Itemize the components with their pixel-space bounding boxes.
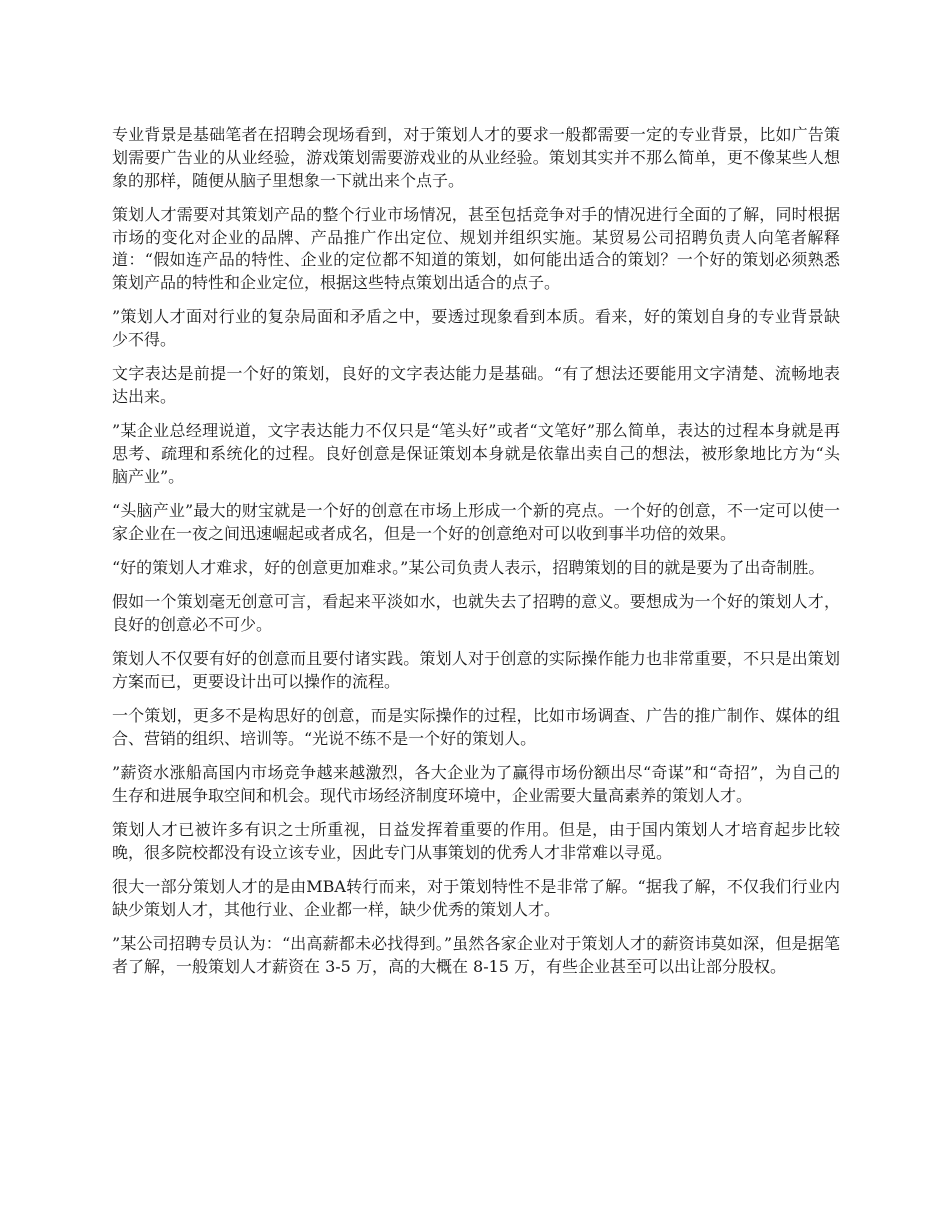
paragraph-10: 一个策划，更多不是构思好的创意，而是实际操作的过程，比如市场调查、广告的推广制作、媒体的组合、营销的组织、培训等。“光说不练不是一个好的策划人。 bbox=[112, 706, 840, 749]
paragraph-4: 文字表达是前提一个好的策划，良好的文字表达能力是基础。“有了想法还要能用文字清楚、流畅地表达出来。 bbox=[112, 364, 840, 407]
paragraph-11: ”薪资水涨船高国内市场竞争越来越激烈，各大企业为了赢得市场份额出尽“奇谋”和“奇招”，为自己的生存和进展争取空间和机会。现代市场经济制度环境中，企业需要大量高素养的策划人才。 bbox=[112, 763, 840, 806]
paragraph-1: 专业背景是基础笔者在招聘会现场看到，对于策划人才的要求一般都需要一定的专业背景，比如广告策划需要广告业的从业经验，游戏策划需要游戏业的从业经验。策划其实并不那么简单，更不像某些人想象的那样，随便从脑子里想象一下就出来个点子。 bbox=[112, 125, 840, 190]
paragraph-12: 策划人才已被许多有识之士所重视，日益发挥着重要的作用。但是，由于国内策划人才培育起步比较晚，很多院校都没有设立该专业，因此专门从事策划的优秀人才非常难以寻觅。 bbox=[112, 820, 840, 863]
paragraph-13: 很大一部分策划人才的是由MBA转行而来，对于策划特性不是非常了解。“据我了解，不仅我们行业内缺少策划人才，其他行业、企业都一样，缺少优秀的策划人才。 bbox=[112, 877, 840, 919]
document-body bbox=[112, 124, 840, 990]
paragraph-9: 策划人不仅要有好的创意而且要付诸实践。策划人对于创意的实际操作能力也非常重要，不只是出策划方案而已，更要设计出可以操作的流程。 bbox=[112, 649, 840, 692]
paragraph-8: 假如一个策划毫无创意可言，看起来平淡如水，也就失去了招聘的意义。要想成为一个好的策划人才，良好的创意必不可少。 bbox=[112, 592, 840, 635]
paragraph-14: ”某公司招聘专员认为：“出高薪都未必找得到。”虽然各家企业对于策划人才的薪资讳莫如深，但是据笔者了解，一般策划人才薪资在 3-5 万，高的大概在 8-15 万，有些企业甚至可以出让部分股权。 bbox=[112, 934, 840, 976]
paragraph-6: “头脑产业”最大的财宝就是一个好的创意在市场上形成一个新的亮点。一个好的创意，不一定可以使一家企业在一夜之间迅速崛起或者成名，但是一个好的创意绝对可以收到事半功倍的效果。 bbox=[112, 501, 840, 543]
paragraph-5: ”某企业总经理说道，文字表达能力不仅只是“笔头好”或者“文笔好”那么简单，表达的过程本身就是再思考、疏理和系统化的过程。良好创意是保证策划本身就是依靠出卖自己的想法，被形象地比方为“头脑产业”。 bbox=[112, 421, 840, 486]
paragraph-3: ”策划人才面对行业的复杂局面和矛盾之中，要透过现象看到本质。看来，好的策划自身的专业背景缺少不得。 bbox=[112, 307, 840, 350]
paragraph-2: 策划人才需要对其策划产品的整个行业市场情况，甚至包括竞争对手的情况进行全面的了解，同时根据市场的变化对企业的品牌、产品推广作出定位、规划并组织实施。某贸易公司招聘负责人向笔者解释道：“假如连产品的特性、企业的定位都不知道的策划，如何能出适合的策划？一个好的策划必须熟悉策划产品的特性和企业定位，根据这些特点策划出适合的点子。 bbox=[112, 204, 840, 293]
paragraph-7: “好的策划人才难求，好的创意更加难求。”某公司负责人表示，招聘策划的目的就是要为了出奇制胜。 bbox=[112, 558, 825, 578]
